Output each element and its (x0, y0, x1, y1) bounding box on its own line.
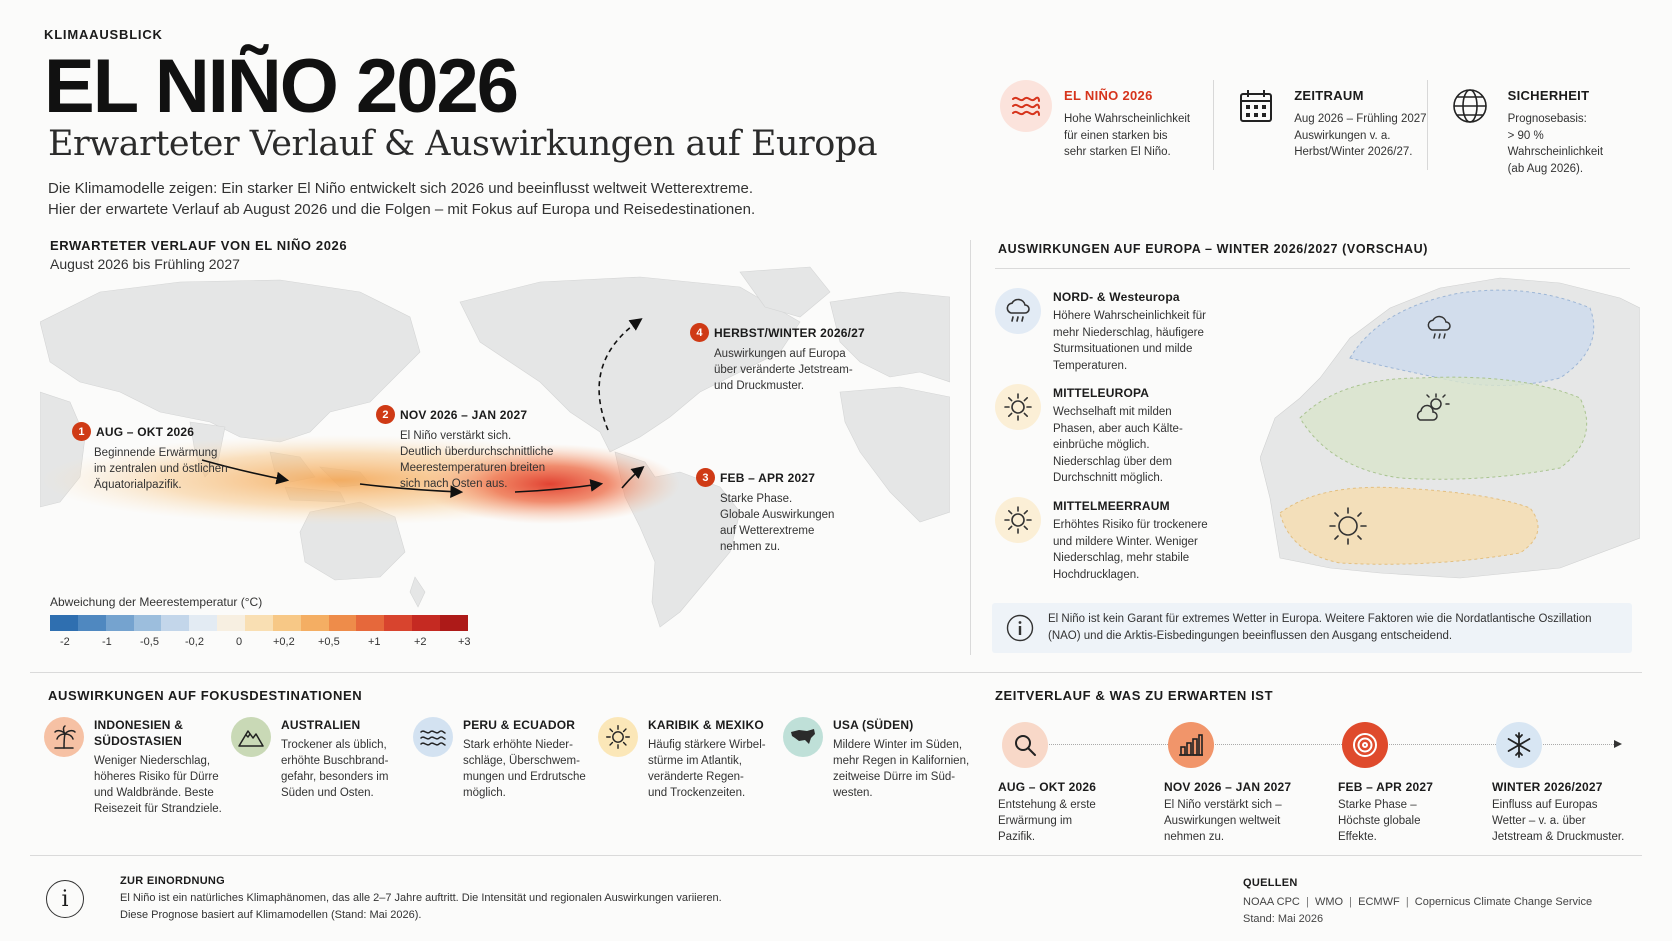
page-title: EL NIÑO 2026 (44, 44, 518, 129)
divider (30, 855, 1642, 856)
destination-line: westen. (833, 787, 873, 799)
bar-chart-icon (1168, 722, 1214, 768)
destination-line: erhöhte Buschbrand- (281, 755, 389, 767)
column-divider (970, 240, 971, 655)
timeline-line-text: Auswirkungen weltweit (1164, 815, 1281, 827)
scale-swatch (245, 615, 273, 631)
temperature-scale (50, 615, 468, 631)
step-line: Beginnende Erwärmung (94, 447, 218, 459)
title-line: KARIBIK & MEXIKO (648, 718, 764, 732)
destination-line: gefahr, besonders im (281, 771, 389, 783)
scale-swatch (189, 615, 217, 631)
destination-line: mehr Regen in Kalifornien, (833, 755, 970, 767)
legend-tick: -1 (102, 636, 112, 648)
info-icon (1006, 614, 1034, 642)
destination-title (648, 717, 766, 733)
timeline-item-title: WINTER 2026/2027 (1492, 780, 1603, 794)
region-line: Erhöhtes Risiko für trockenere (1053, 519, 1208, 531)
scale-swatch (134, 615, 162, 631)
page-subtitle: Erwarteter Verlauf & Auswirkungen auf Europa (48, 124, 878, 164)
scale-swatch (50, 615, 78, 631)
step-line: auf Wetterextreme (720, 525, 815, 537)
region-line: Phasen, aber auch Kälte- (1053, 422, 1183, 435)
timeline-item-text (1164, 797, 1291, 845)
timeline-item-1 (998, 722, 1096, 845)
region-line: Sturmsituationen und milde (1053, 343, 1193, 355)
timeline-item-text (998, 797, 1096, 845)
step-title: NOV 2026 – JAN 2027 (400, 407, 528, 422)
note-text (1048, 611, 1608, 645)
scale-swatch (217, 615, 245, 631)
divider (30, 672, 1642, 673)
timeline-line-text: nehmen zu. (1164, 831, 1225, 843)
step-title: HERBST/WINTER 2026/27 (714, 325, 865, 340)
step-line: über veränderte Jetstream- (714, 364, 853, 376)
footer-title: ZUR EINORDNUNG (120, 875, 226, 887)
mountain-icon (231, 717, 271, 757)
timeline-item-4 (1492, 722, 1624, 845)
usa-map-icon (783, 717, 823, 757)
destination-line: Mildere Winter im Süden, (833, 739, 963, 751)
timeline-item-text (1492, 797, 1624, 845)
destination-title (463, 717, 586, 733)
destination-line: möglich. (463, 787, 506, 799)
step-line: Starke Phase. (720, 493, 793, 505)
legend-tick: +0,5 (318, 636, 340, 648)
step-text (714, 346, 865, 394)
step-text (400, 428, 553, 492)
timeline-item-text (1338, 797, 1433, 845)
region-title: MITTELEUROPA (1053, 386, 1150, 400)
title-line: SÜDOSTASIEN (94, 734, 182, 748)
step-title: AUG – OKT 2026 (96, 424, 195, 439)
waves-icon (1000, 80, 1052, 132)
destination-line: Häufig stärkere Wirbel- (648, 739, 766, 751)
timeline-item-2 (1164, 722, 1291, 845)
destination-australia (231, 717, 388, 801)
region-text (1053, 404, 1183, 487)
region-line: Temperaturen. (1053, 359, 1128, 372)
scale-swatch (301, 615, 329, 631)
destination-line: mungen und Erdrutsche (463, 771, 586, 783)
globe-icon (1444, 80, 1496, 132)
destination-text (463, 737, 586, 801)
destination-text (648, 737, 766, 801)
fact-sicherheit (1427, 80, 1640, 175)
fact-line: Hohe Wahrscheinlichkeit (1064, 113, 1191, 125)
footer-line: Diese Prognose basiert auf Klimamodellen (Stand: Mai 2026). (120, 909, 422, 921)
legend-tick: +0,2 (273, 636, 295, 648)
scale-swatch (384, 615, 412, 631)
magnifier-icon (1002, 722, 1048, 768)
step-text (94, 445, 228, 493)
scale-swatch (412, 615, 440, 631)
timeline-line-text: Einfluss auf Europas (1492, 799, 1598, 811)
region-line: Niederschlag über dem (1053, 455, 1172, 468)
legend-tick: +2 (414, 636, 427, 648)
intro-line: Hier der erwartete Verlauf ab August 2026 und die Folgen – mit Fokus auf Europa und Reisedestinationen. (48, 201, 756, 218)
timeline-line-text: Starke Phase – (1338, 799, 1417, 811)
destination-caribbean-mexico (598, 717, 766, 801)
source-item: | ECMWF (1343, 896, 1400, 908)
destination-title (94, 717, 222, 749)
step-number: 2 (376, 405, 395, 424)
europe-region-central (995, 384, 1225, 487)
info-icon: i (46, 880, 84, 918)
sources-date: Stand: Mai 2026 (1243, 913, 1324, 925)
sun-icon (995, 384, 1041, 430)
waves-icon (413, 717, 453, 757)
step-number: 3 (696, 468, 715, 487)
fact-line: Aug 2026 – Frühling 2027 (1294, 113, 1427, 125)
destinations-title: AUSWIRKUNGEN AUF FOKUSDESTINATIONEN (48, 688, 363, 703)
sources-title: QUELLEN (1243, 877, 1298, 889)
legend-ticks (50, 636, 480, 650)
fact-line: für einen starken bis (1064, 129, 1168, 142)
destination-text (281, 737, 388, 801)
step-title: FEB – APR 2027 (720, 470, 816, 485)
destination-line: und Waldbrände. Beste (94, 787, 214, 799)
step-line: und Druckmuster. (714, 380, 805, 392)
timeline-item-title: NOV 2026 – JAN 2027 (1164, 780, 1292, 794)
step-line: El Niño verstärkt sich. (400, 430, 512, 442)
scale-swatch (329, 615, 357, 631)
region-text (1053, 517, 1208, 583)
sun-icon (995, 497, 1041, 543)
course-step-2 (376, 405, 553, 492)
intro-text (48, 178, 808, 220)
sources (1243, 894, 1643, 928)
step-text (720, 491, 834, 555)
destination-line: stürme im Atlantik, (648, 755, 742, 767)
legend-tick: -0,5 (140, 636, 159, 648)
key-facts (1000, 80, 1640, 175)
step-line: Meerestemperaturen breiten (400, 462, 546, 474)
scale-swatch (78, 615, 106, 631)
region-line: Hochdrucklagen. (1053, 568, 1140, 581)
title-line: PERU & ECUADOR (463, 718, 576, 732)
destination-line: Süden und Osten. (281, 787, 374, 799)
legend-tick: +1 (368, 636, 381, 648)
fact-text (1294, 111, 1426, 161)
region-line: mehr Niederschlag, häufigere (1053, 326, 1204, 339)
timeline-line-text: El Niño verstärkt sich – (1164, 799, 1282, 811)
step-line: Auswirkungen auf Europa (714, 348, 846, 360)
timeline-line-text: Erwärmung im (998, 815, 1073, 827)
snowflake-icon (1496, 722, 1542, 768)
legend-tick: -2 (60, 636, 70, 648)
footer-line: El Niño ist ein natürliches Klimaphänomen, das alle 2–7 Jahre auftritt. Die Intensität und regionalen Auswirkungen variieren. (120, 892, 722, 904)
region-line: Wechselhaft mit milden (1053, 406, 1172, 418)
destination-line: höheres Risiko für Dürre (94, 771, 219, 783)
timeline-item-title: AUG – OKT 2026 (998, 780, 1097, 794)
legend-tick: -0,2 (185, 636, 204, 648)
fact-text (1064, 111, 1190, 161)
timeline-title: ZEITVERLAUF & WAS ZU ERWARTEN IST (995, 688, 1274, 703)
europe-note (992, 603, 1632, 653)
source-item: | WMO (1300, 896, 1343, 908)
region-title: MITTELMEERRAUM (1053, 499, 1170, 513)
europe-map (1260, 268, 1640, 588)
destination-text (94, 753, 222, 817)
legend-title: Abweichung der Meerestemperatur (°C) (50, 595, 263, 609)
destination-text (833, 737, 969, 801)
destination-peru-ecuador (413, 717, 586, 801)
course-step-1 (72, 422, 228, 493)
region-title: NORD- & Westeuropa (1053, 290, 1180, 304)
region-line: Höhere Wahrscheinlichkeit für (1053, 310, 1206, 322)
title-line: INDONESIEN & (94, 718, 184, 732)
destination-title (281, 717, 388, 733)
step-line: nehmen zu. (720, 541, 781, 553)
region-text (1053, 308, 1206, 374)
region-line: Durchschnitt möglich. (1053, 472, 1163, 484)
timeline-line-text: Effekte. (1338, 831, 1377, 843)
step-number: 4 (690, 323, 709, 342)
destination-line: zeitweise Dürre im Süd- (833, 771, 956, 783)
destination-line: schläge, Überschwem- (463, 755, 580, 767)
europe-region-north (995, 288, 1225, 374)
region-line: und mildere Winter. Weniger (1053, 535, 1198, 548)
fact-text (1508, 111, 1640, 177)
destination-usa-south (783, 717, 969, 801)
intro-line: Die Klimamodelle zeigen: Ein starker El Niño entwickelt sich 2026 und beeinflusst weltweit Wetterextreme. (48, 180, 754, 197)
fact-zeitraum (1213, 80, 1426, 170)
destination-line: Reisezeit für Strandziele. (94, 803, 222, 815)
legend-tick: 0 (236, 636, 243, 648)
course-step-4 (690, 323, 865, 394)
scale-swatch (161, 615, 189, 631)
fact-title: SICHERHEIT (1507, 88, 1590, 103)
destination-line: Stark erhöhte Nieder- (463, 739, 573, 751)
timeline-item-3 (1338, 722, 1433, 845)
scale-swatch (440, 615, 468, 631)
fact-line: Prognosebasis: (1507, 113, 1587, 125)
scale-swatch (356, 615, 384, 631)
title-line: AUSTRALIEN (281, 718, 361, 732)
destination-line: veränderte Regen- (648, 771, 744, 783)
destination-line: und Trockenzeiten. (648, 787, 746, 799)
step-line: Äquatorialpazifik. (94, 479, 182, 491)
fact-line: (ab Aug 2026). (1507, 162, 1584, 175)
timeline-line-text: Höchste globale (1338, 815, 1421, 827)
source-item: NOAA CPC (1243, 896, 1300, 908)
target-icon (1342, 722, 1388, 768)
course-step-3 (696, 468, 834, 555)
fact-title: ZEITRAUM (1294, 88, 1364, 103)
scale-swatch (106, 615, 134, 631)
step-line: Globale Auswirkungen (720, 509, 835, 521)
fact-line: Herbst/Winter 2026/27. (1294, 146, 1413, 158)
region-line: einbrüche möglich. (1053, 439, 1150, 451)
destination-line: Trockener als üblich, (281, 739, 387, 751)
destination-title (833, 717, 969, 733)
destination-indonesia (44, 717, 222, 817)
step-number: 1 (72, 422, 91, 441)
europe-region-mediterranean (995, 497, 1225, 583)
timeline-line-text: Wetter – v. a. über (1492, 815, 1586, 827)
fact-line: sehr starken El Niño. (1064, 146, 1171, 158)
timeline-item-title: FEB – APR 2027 (1338, 780, 1434, 794)
title-line: USA (SÜDEN) (833, 718, 914, 732)
sources-list (1243, 894, 1643, 911)
step-line: Deutlich überdurchschnittliche (400, 446, 554, 458)
source-item: | Copernicus Climate Change Service (1400, 896, 1592, 908)
timeline-line-text: Jetstream & Druckmuster. (1492, 831, 1625, 843)
step-line: im zentralen und östlichen (94, 463, 228, 475)
fact-el-nino (1000, 80, 1213, 170)
kicker: KLIMAAUSBLICK (44, 27, 163, 42)
note-line: El Niño ist kein Garant für extremes Wetter in Europa. Weitere Faktoren wie die Nordatlantische Oszillation (1048, 613, 1592, 625)
step-line: sich nach Osten aus. (400, 478, 508, 490)
timeline-line-text: Pazifik. (998, 831, 1036, 843)
rain-cloud-icon (995, 288, 1041, 334)
timeline-line-text: Entstehung & erste (998, 799, 1096, 811)
note-line: (NAO) und die Arktis-Eisbedingungen beeinflussen den Ausgang entscheidend. (1048, 630, 1453, 642)
footer-text (120, 890, 820, 924)
scale-swatch (273, 615, 301, 631)
fact-line: > 90 % Wahrscheinlichkeit (1507, 129, 1604, 158)
fact-line: Auswirkungen v. a. (1294, 129, 1391, 142)
course-subtitle: August 2026 bis Frühling 2027 (50, 256, 240, 272)
destination-line: Weniger Niederschlag, (94, 755, 211, 767)
europe-title: AUSWIRKUNGEN AUF EUROPA – WINTER 2026/2027 (VORSCHAU) (998, 242, 1429, 256)
legend-tick: +3 (458, 636, 471, 648)
fact-title: EL NIÑO 2026 (1064, 88, 1153, 103)
course-title: ERWARTETER VERLAUF VON EL NIÑO 2026 (50, 238, 348, 253)
calendar-icon (1230, 80, 1282, 132)
region-line: Niederschlag, mehr stabile (1053, 552, 1190, 564)
sun-icon (598, 717, 638, 757)
palm-tree-icon (44, 717, 84, 757)
